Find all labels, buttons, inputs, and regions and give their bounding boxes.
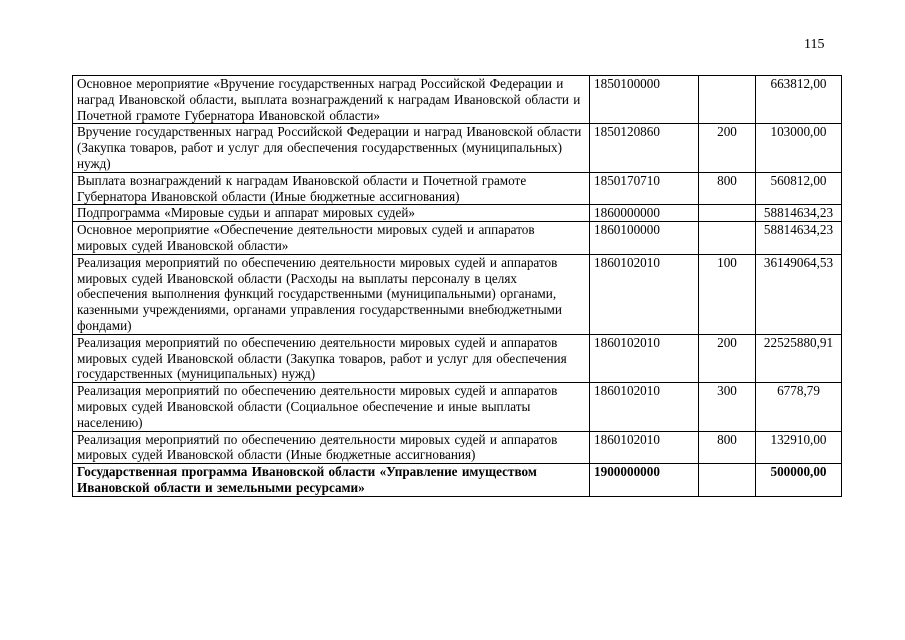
row-amount: 22525880,91 <box>756 334 842 382</box>
row-name: Основное мероприятие «Обеспечение деятельности мировых судей и аппаратов мировых судей Ивановской области» <box>73 222 590 255</box>
row-code: 1900000000 <box>590 464 699 497</box>
budget-table-body <box>73 76 842 497</box>
row-expense-type: 100 <box>699 254 756 334</box>
table-row <box>73 205 842 222</box>
row-expense-type <box>699 464 756 497</box>
row-code: 1860000000 <box>590 205 699 222</box>
row-name: Реализация мероприятий по обеспечению деятельности мировых судей и аппаратов мировых судей Ивановской области (Иные бюджетные ассигнования) <box>73 431 590 464</box>
row-amount: 58814634,23 <box>756 205 842 222</box>
row-name: Основное мероприятие «Вручение государственных наград Российской Федерации и наград Ивановской области, выплата вознаграждений к наградам Ивановской области и Почетной грамоте Губернатора Ивановской области» <box>73 76 590 124</box>
row-amount: 6778,79 <box>756 383 842 431</box>
row-name: Реализация мероприятий по обеспечению деятельности мировых судей и аппаратов мировых судей Ивановской области (Расходы на выплаты персоналу в целях обеспечения выполнения функций государственными (муниципальными) органами, казенными учреждениями, органами управления государственными внебюджетными фондами) <box>73 254 590 334</box>
table-row <box>73 222 842 255</box>
row-expense-type <box>699 205 756 222</box>
row-code: 1860102010 <box>590 383 699 431</box>
row-code: 1850170710 <box>590 172 699 205</box>
row-code: 1860100000 <box>590 222 699 255</box>
page-number: 115 <box>804 37 825 52</box>
row-amount: 132910,00 <box>756 431 842 464</box>
row-code: 1860102010 <box>590 254 699 334</box>
row-name: Выплата вознаграждений к наградам Ивановской области и Почетной грамоте Губернатора Ивановской области (Иные бюджетные ассигнования) <box>73 172 590 205</box>
row-name: Государственная программа Ивановской области «Управление имуществом Ивановской области и земельными ресурсами» <box>73 464 590 497</box>
row-expense-type: 200 <box>699 124 756 172</box>
row-name: Реализация мероприятий по обеспечению деятельности мировых судей и аппаратов мировых судей Ивановской области (Закупка товаров, работ и услуг для обеспечения государственных (муниципальных) нужд) <box>73 334 590 382</box>
row-name: Реализация мероприятий по обеспечению деятельности мировых судей и аппаратов мировых судей Ивановской области (Социальное обеспечение и иные выплаты населению) <box>73 383 590 431</box>
table-row <box>73 124 842 172</box>
table-row <box>73 464 842 497</box>
table-row <box>73 334 842 382</box>
row-amount: 500000,00 <box>756 464 842 497</box>
row-expense-type: 800 <box>699 431 756 464</box>
table-row <box>73 254 842 334</box>
row-amount: 560812,00 <box>756 172 842 205</box>
row-amount: 36149064,53 <box>756 254 842 334</box>
row-code: 1860102010 <box>590 334 699 382</box>
row-name: Подпрограмма «Мировые судьи и аппарат мировых судей» <box>73 205 590 222</box>
row-code: 1850120860 <box>590 124 699 172</box>
row-amount: 103000,00 <box>756 124 842 172</box>
row-name: Вручение государственных наград Российской Федерации и наград Ивановской области (Закупка товаров, работ и услуг для обеспечения государственных (муниципальных) нужд) <box>73 124 590 172</box>
budget-table <box>72 75 842 497</box>
row-amount: 663812,00 <box>756 76 842 124</box>
row-expense-type: 300 <box>699 383 756 431</box>
table-row <box>73 172 842 205</box>
table-row <box>73 383 842 431</box>
row-expense-type <box>699 222 756 255</box>
row-amount: 58814634,23 <box>756 222 842 255</box>
row-code: 1860102010 <box>590 431 699 464</box>
table-row <box>73 431 842 464</box>
row-expense-type: 800 <box>699 172 756 205</box>
row-expense-type <box>699 76 756 124</box>
row-code: 1850100000 <box>590 76 699 124</box>
row-expense-type: 200 <box>699 334 756 382</box>
table-row <box>73 76 842 124</box>
